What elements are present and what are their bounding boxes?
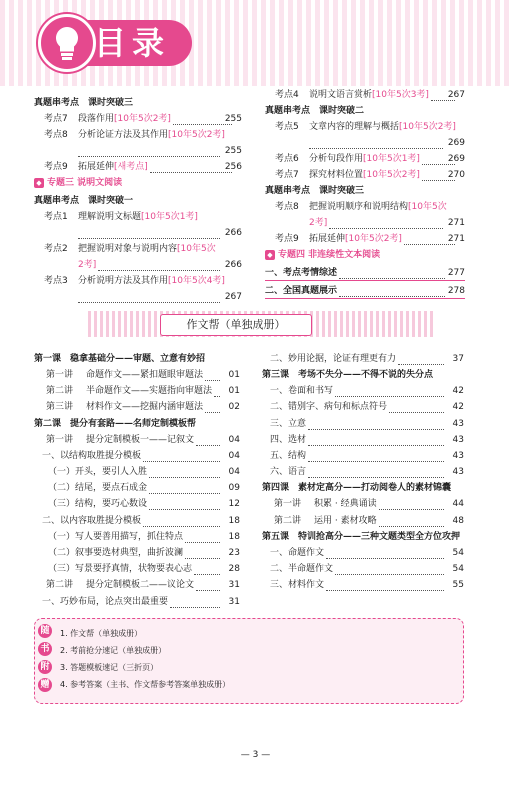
toc-page-number: 269 — [447, 154, 465, 164]
toc-item-tag: [10年5次1考] — [363, 154, 420, 164]
zwb-item — [42, 595, 168, 609]
toc-page-number: 271 — [447, 234, 465, 244]
toc-item — [275, 152, 420, 166]
zwb-item — [270, 384, 333, 398]
toc-item-title: 把握说明对象与说明内容 — [78, 244, 178, 254]
zwb-lesson-header: 第一课 稳拿基础分——审题、立意有妙招 — [34, 354, 206, 364]
toc-dot-leader — [339, 270, 445, 279]
zwb-item — [46, 384, 212, 398]
zwb-page-number: 28 — [228, 564, 240, 575]
zwb-item — [270, 352, 396, 366]
toc-item-code: 考点9 — [44, 162, 68, 172]
zwb-item — [46, 578, 194, 592]
zwb-item-title: 五、结构 — [270, 451, 307, 461]
zwb-dot-leader — [205, 404, 220, 413]
zwb-item — [48, 530, 183, 544]
toc-topic-title: 非连续性文本阅读 — [308, 250, 381, 260]
zwb-item — [46, 400, 203, 414]
zwb-page-number: 04 — [228, 467, 240, 477]
toc-item-tag: [10年5次4考] — [168, 276, 225, 286]
toc-item-code: 考点3 — [44, 276, 68, 286]
toc-page-number: 270 — [447, 170, 465, 180]
toc-item-tag: [10年5次3考] — [372, 90, 429, 100]
zwb-dot-leader — [143, 453, 220, 462]
zwb-dot-leader — [308, 453, 444, 462]
zwb-dot-leader — [185, 534, 220, 543]
zwb-dot-leader — [389, 404, 444, 413]
zwb-item-title: 一、卷面和书写 — [270, 386, 334, 397]
zwb-item-title: 三、材料作文 — [270, 580, 325, 591]
zwb-item-title: 积累 · 经典诵读 — [314, 499, 377, 510]
toc-item-title: 分析句段作用 — [309, 154, 364, 164]
zwb-dot-leader — [308, 437, 444, 446]
zwb-lesson-header: 第五课 特训抢高分——三种文题类型全方位攻押 — [262, 531, 461, 542]
zwb-dot-leader — [143, 518, 220, 527]
toc-item — [44, 112, 171, 126]
toc-item — [275, 168, 420, 182]
zwb-item-title: （三）结构，要巧心数设 — [48, 499, 148, 510]
zwb-item — [270, 578, 324, 592]
lightbulb-icon — [38, 14, 96, 72]
toc-item-code: 考点7 — [44, 114, 68, 124]
toc-item — [44, 274, 225, 288]
zwb-dot-leader — [398, 356, 444, 365]
zwb-item — [42, 449, 141, 463]
toc-page-number: 255 — [224, 146, 242, 156]
toc-item — [275, 232, 402, 246]
zwb-item — [48, 546, 183, 560]
zwb-item — [274, 497, 377, 511]
zwb-page-number: 43 — [452, 451, 464, 461]
toc-item-tag: [10年5次2考] — [363, 170, 420, 180]
zwb-item-title: 六、语言 — [270, 467, 307, 478]
toc-topic-number: 专题四 — [278, 250, 306, 260]
zwb-item — [46, 433, 194, 447]
toc-item — [44, 210, 198, 224]
zwb-item — [48, 497, 147, 511]
zwb-lecture-code: 第二讲 — [274, 515, 302, 526]
zwb-page-number: 12 — [228, 499, 240, 510]
zwb-page-number: 43 — [452, 418, 464, 429]
toc-item-title: 分析论证方法及其作用 — [78, 130, 169, 140]
zwb-page-number: 02 — [228, 402, 240, 413]
zwb-dot-leader — [205, 372, 220, 381]
toc-item — [275, 88, 429, 102]
zwb-dot-leader — [326, 550, 444, 559]
toc-simple-item: 一、考点考情综述 — [265, 268, 338, 278]
zwb-lesson-header: 第四课 素材定高分——打动阅卷人的素材锦囊 — [262, 483, 452, 494]
toc-underline — [265, 298, 465, 299]
zwb-page-number: 31 — [228, 596, 240, 607]
zwb-item-title: （二）结尾，要点石成金 — [48, 483, 148, 494]
toc-item-code: 考点1 — [44, 212, 68, 222]
zwb-lesson-header: 第二课 提分有套路——名师定制模板帮 — [34, 418, 197, 429]
topic-icon: ◆ — [34, 178, 44, 188]
toc-dot-leader — [150, 164, 232, 173]
toc-item — [275, 120, 456, 134]
toc-page-number: 269 — [447, 138, 465, 148]
zwb-item — [48, 562, 192, 576]
zwb-item-title: 二、妙用论据，论证有理更有力 — [270, 354, 397, 364]
zwb-dot-leader — [379, 501, 444, 510]
toc-item-title: 拓展延伸 — [309, 234, 346, 244]
zwb-dot-leader — [149, 485, 220, 494]
toc-item-code: 考点8 — [275, 202, 299, 212]
zwb-page-number: 43 — [452, 434, 464, 445]
zwb-page-number: 23 — [228, 548, 240, 558]
zwb-page-number: 01 — [228, 386, 240, 397]
toc-section-header: 真题串考点 课时突破三 — [34, 98, 134, 108]
zwb-item-title: （一）写人要善用描写，抓住特点 — [48, 531, 184, 542]
zwb-dot-leader — [326, 582, 444, 591]
zwb-page-number: 54 — [452, 547, 464, 558]
zwb-item — [270, 417, 306, 431]
zwb-lecture-code: 第一讲 — [46, 370, 74, 380]
page-title: 目录 — [94, 24, 171, 62]
toc-item-title: 把握说明顺序和说明结构 — [309, 202, 409, 212]
toc-topic-header — [265, 248, 380, 262]
zwb-item — [46, 368, 203, 382]
zwb-lecture-code: 第二讲 — [46, 386, 74, 397]
toc-topic-header — [34, 176, 122, 190]
zwb-lecture-code: 第二讲 — [46, 580, 74, 591]
toc-underline — [265, 280, 465, 281]
zwb-dot-leader — [149, 501, 220, 510]
toc-item-code: 考点4 — [275, 90, 299, 100]
zwb-page-number: 37 — [452, 354, 464, 364]
toc-page-number: 266 — [224, 228, 242, 238]
zwb-item-title: 二、错别字、病句和标点符号 — [270, 402, 388, 413]
toc-item-code: 考点5 — [275, 122, 299, 132]
toc-topic-number: 专题三 — [47, 178, 75, 188]
toc-page-number: 278 — [447, 286, 465, 296]
toc-section-header: 真题串考点 课时突破一 — [34, 196, 134, 206]
zwb-item-title: （三）写景要抒真情，状物要表心志 — [48, 564, 193, 575]
supplement-label-char: 赠 — [38, 678, 52, 692]
toc-item-tag: [10年5次1考] — [141, 212, 198, 222]
toc-page-number: 267 — [447, 90, 465, 100]
toc-item — [44, 128, 225, 142]
toc-item — [44, 160, 148, 174]
toc-item-code: 考点2 — [44, 244, 68, 254]
zwb-item — [42, 514, 141, 528]
toc-item-tag: [10年5次2考] — [114, 114, 171, 124]
zwb-dot-leader — [379, 518, 444, 527]
supplement-label-char: 附 — [38, 660, 52, 674]
toc-item-tag: [10年5次2考] — [345, 234, 402, 244]
toc-item-tag-continued: 2考] — [78, 260, 97, 270]
zwb-item — [48, 465, 147, 479]
toc-item-tag-continued: 2考] — [309, 218, 328, 228]
zwb-page-number: 42 — [452, 402, 464, 413]
toc-item-code: 考点9 — [275, 234, 299, 244]
zwb-dot-leader — [308, 469, 444, 478]
toc-item-title: 分析说明方法及其作用 — [78, 276, 169, 286]
zwb-item — [270, 433, 306, 447]
zwb-page-number: 55 — [452, 580, 464, 591]
toc-item-title: 文章内容的理解与概括 — [309, 122, 400, 132]
toc-item-code: 考点6 — [275, 154, 299, 164]
zwb-page-number: 54 — [452, 564, 464, 574]
page-number: — 3 — — [240, 750, 271, 760]
toc-item-tag: [새考点] — [114, 162, 148, 172]
zwb-page-number: 01 — [228, 370, 240, 380]
zuowenbang-title: 作文帮（单独成册） — [160, 314, 312, 336]
zwb-lesson-header: 第三课 考场不失分——不得不说的失分点 — [262, 370, 434, 381]
zwb-page-number: 31 — [228, 580, 240, 591]
zwb-page-number: 04 — [228, 434, 240, 445]
zwb-lecture-code: 第三讲 — [46, 402, 74, 413]
zwb-item — [270, 546, 324, 560]
toc-dot-leader — [98, 262, 220, 271]
zwb-dot-leader — [196, 582, 220, 591]
zwb-item-title: （二）叙事要选材典型，曲折波澜 — [48, 548, 184, 558]
toc-item-code: 考点8 — [44, 130, 68, 140]
zwb-item-title: 一、以结构取胜提分模板 — [42, 450, 142, 461]
supplement-label-char: 随 — [38, 624, 52, 638]
toc-item-title: 拓展延伸 — [78, 162, 115, 172]
zwb-page-number: 04 — [228, 450, 240, 461]
zwb-dot-leader — [335, 566, 444, 575]
toc-simple-item: 二、全国真题展示 — [265, 286, 338, 296]
zwb-page-number: 18 — [228, 515, 240, 526]
toc-item-tag: [10年5次2考] — [399, 122, 456, 132]
zwb-item-title: 材料作文——挖掘内涵审题法 — [86, 402, 204, 413]
toc-item-tag: [10年5次 — [408, 202, 447, 212]
zwb-dot-leader — [196, 437, 220, 446]
toc-item — [275, 200, 447, 214]
supplement-item: 1. 作文帮（单独成册） — [60, 629, 143, 638]
zwb-item — [270, 400, 387, 414]
zwb-item — [270, 465, 306, 479]
toc-item-tag: [10年5次 — [177, 244, 216, 254]
toc-topic-title: 说明文阅读 — [77, 178, 123, 188]
toc-item-title: 段落作用 — [78, 114, 115, 124]
zwb-item-title: 命题作文——紧扣题眼审题法 — [86, 370, 204, 380]
zwb-item-title: 三、立意 — [270, 418, 307, 429]
zwb-dot-leader — [335, 388, 444, 397]
zwb-item-title: 提分定制模板二——议论文 — [86, 580, 195, 591]
supplement-item: 4. 参考答案（主书、作文帮参考答案单独成册） — [60, 680, 231, 689]
toc-item-title: 探究材料位置 — [309, 170, 364, 180]
supplement-item: 3. 答题模板速记（三折页） — [60, 663, 159, 672]
toc-section-header: 真题串考点 课时突破二 — [265, 106, 365, 116]
toc-page-number: 277 — [447, 268, 465, 278]
toc-item-title: 理解说明文标题 — [78, 212, 142, 222]
toc-dot-leader — [78, 294, 220, 303]
zwb-item-title: （一）开头，要引人入胜 — [48, 467, 148, 477]
toc-dot-leader — [78, 148, 220, 157]
zwb-dot-leader — [214, 388, 220, 397]
topic-icon: ◆ — [265, 250, 275, 260]
zwb-item-title: 运用 · 素材攻略 — [314, 515, 377, 526]
zwb-item-title: 一、巧妙布局，论点突出最重要 — [42, 596, 169, 607]
zwb-page-number: 09 — [228, 483, 240, 494]
toc-item-code: 考点7 — [275, 170, 299, 180]
toc-page-number: 256 — [224, 162, 242, 172]
toc-item-title: 说明文语言赏析 — [309, 90, 373, 100]
zwb-item-title: 一、命题作文 — [270, 547, 325, 558]
zwb-page-number: 42 — [452, 386, 464, 397]
toc-page-number: 267 — [224, 292, 242, 302]
toc-section-header: 真题串考点 课时突破三 — [265, 186, 365, 196]
zwb-item — [48, 481, 147, 495]
toc-dot-leader — [339, 288, 445, 297]
zwb-page-number: 44 — [452, 499, 464, 510]
zwb-item — [274, 514, 377, 528]
toc-page-number: 255 — [224, 114, 242, 124]
zwb-page-number: 48 — [452, 515, 464, 526]
zwb-dot-leader — [308, 421, 444, 430]
toc-page-number: 271 — [447, 218, 465, 228]
zwb-item-title: 四、选材 — [270, 434, 307, 445]
zwb-item-title: 半命题作文——实题指向审题法 — [86, 386, 213, 397]
toc-dot-leader — [309, 140, 443, 149]
toc-dot-leader — [329, 220, 443, 229]
toc-dot-leader — [78, 230, 220, 239]
zwb-item — [270, 562, 333, 576]
zwb-item-title: 二、以内容取胜提分模板 — [42, 515, 142, 526]
zwb-dot-leader — [149, 469, 220, 478]
zwb-dot-leader — [170, 599, 220, 608]
zwb-dot-leader — [185, 550, 220, 559]
zwb-item — [270, 449, 306, 463]
toc-item — [44, 242, 216, 256]
zwb-item-title: 提分定制模板一——记叙文 — [86, 434, 195, 445]
supplement-label-char: 书 — [38, 642, 52, 656]
toc-page-number: 266 — [224, 260, 242, 270]
zwb-page-number: 18 — [228, 531, 240, 542]
toc-item-tag: [10年5次2考] — [168, 130, 225, 140]
supplement-item: 2. 考前抢分速记（单独成册） — [60, 646, 167, 655]
zwb-page-number: 43 — [452, 467, 464, 478]
zwb-dot-leader — [194, 566, 220, 575]
zwb-lecture-code: 第一讲 — [46, 434, 74, 445]
zwb-item-title: 二、半命题作文 — [270, 564, 334, 574]
zwb-lecture-code: 第一讲 — [274, 499, 302, 510]
